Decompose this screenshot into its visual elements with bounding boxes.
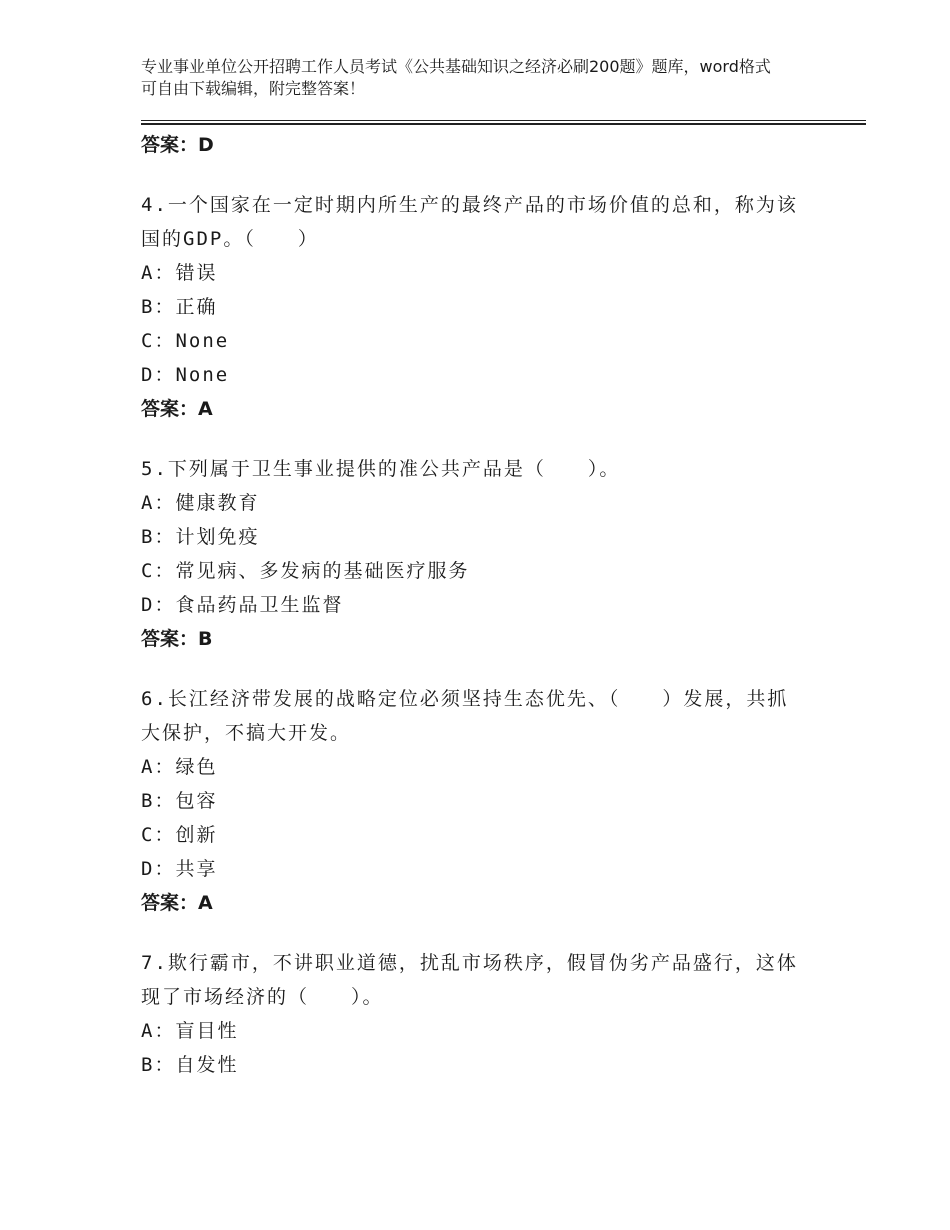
option-b: B：计划免疫 bbox=[141, 526, 260, 548]
question-list bbox=[141, 128, 801, 1082]
option-b: B：包容 bbox=[141, 790, 218, 812]
header-divider-thick bbox=[141, 123, 866, 125]
option-d: D：共享 bbox=[141, 858, 218, 880]
question-4 bbox=[141, 188, 801, 426]
question-stem: 7.欺行霸市，不讲职业道德，扰乱市场秩序，假冒伪劣产品盛行，这体现了市场经济的（ ）。 bbox=[141, 952, 798, 1008]
question-7 bbox=[141, 946, 801, 1082]
option-c: C：常见病、多发病的基础医疗服务 bbox=[141, 560, 470, 582]
question-stem: 5.下列属于卫生事业提供的准公共产品是（ ）。 bbox=[141, 458, 621, 480]
answer-text: 答案：A bbox=[141, 398, 213, 420]
option-d: D：食品药品卫生监督 bbox=[141, 594, 344, 616]
option-a: A：错误 bbox=[141, 262, 218, 284]
option-a: A：盲目性 bbox=[141, 1020, 239, 1042]
option-c: C：创新 bbox=[141, 824, 218, 846]
option-b: B：正确 bbox=[141, 296, 218, 318]
question-6 bbox=[141, 682, 801, 920]
question-stem: 4.一个国家在一定时期内所生产的最终产品的市场价值的总和，称为该国的GDP。（ ） bbox=[141, 194, 798, 250]
option-a: A：健康教育 bbox=[141, 492, 260, 514]
question-stem: 6.长江经济带发展的战略定位必须坚持生态优先、（ ）发展，共抓大保护，不搞大开发。 bbox=[141, 688, 789, 744]
page-header: 专业事业单位公开招聘工作人员考试《公共基础知识之经济必刷200题》题库，word格式可自由下载编辑，附完整答案！ bbox=[141, 57, 771, 98]
option-d: D：None bbox=[141, 364, 230, 386]
answer-text: 答案：A bbox=[141, 892, 213, 914]
option-b: B：自发性 bbox=[141, 1054, 239, 1076]
answer-text: 答案：D bbox=[141, 134, 214, 156]
option-c: C：None bbox=[141, 330, 230, 352]
question-5 bbox=[141, 452, 801, 656]
option-a: A：绿色 bbox=[141, 756, 218, 778]
header-divider-thin bbox=[141, 120, 866, 121]
answer-text: 答案：B bbox=[141, 628, 213, 650]
header-divider bbox=[141, 120, 866, 124]
